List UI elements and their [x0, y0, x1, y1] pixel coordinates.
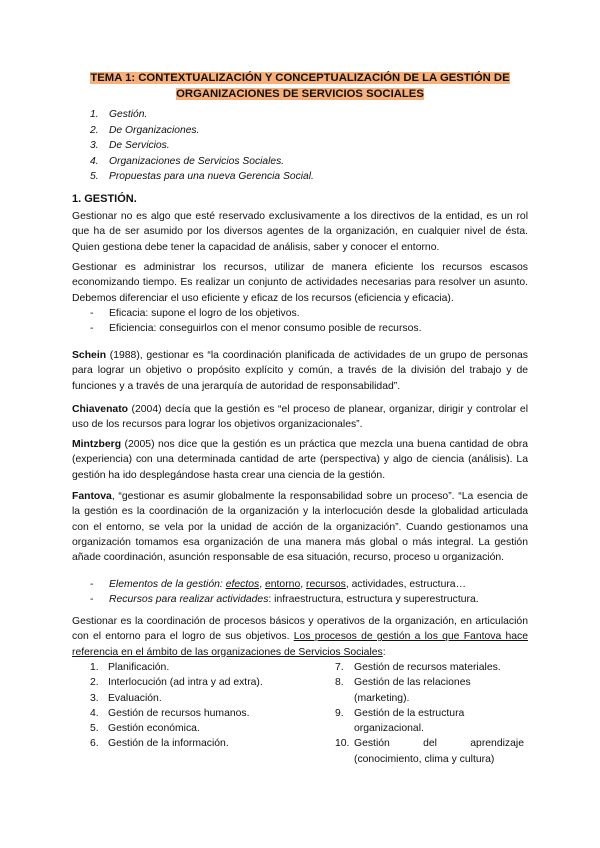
list-item: 10. Gestión del aprendizaje (conocimiento, clima y cultura) — [335, 738, 524, 765]
list-item: 2. Interlocución (ad intra y ad extra). — [90, 677, 263, 689]
paragraph-schein: Schein (1988), gestionar es “la coordinación planificada de actividades de un grupo de personas para lograr un objetivo o propósito explícito y común, a través de la división del trabajo y de funciones y a través de una jerarquía de autoridad de responsabilidad”. — [72, 350, 528, 392]
paragraph-chiavenato: Chiavenato (2004) decía que la gestión es “el proceso de planear, organizar, dirigir y controlar el uso de los recursos para lograr los objetivos organizacionales”. — [72, 404, 528, 431]
list-item: 6. Gestión de la información. — [90, 738, 229, 750]
page-title: TEMA 1: CONTEXTUALIZACIÓN Y CONCEPTUALIZACIÓN DE LA GESTIÓN DE ORGANIZACIONES DE SERVICIOS SOCIALES — [90, 72, 510, 100]
section-heading: 1. GESTIÓN. — [72, 193, 137, 205]
paragraph-fantova: Fantova, “gestionar es asumir globalmente la responsabilidad sobre un proceso”. “La esencia de la gestión es la coordinación de la organización y la interlocución desde la globalidad articulada con el entorno, se vela por la unidad de acción de la organización”. Cuando gestionamos una organización tomamos esa organización de una manera más global o más integral. La gestión añade coordinación, asunción responsable de esa situación, recurso, proceso u organización. — [72, 491, 528, 564]
toc-item: 4. Organizaciones de Servicios Sociales. — [90, 155, 285, 167]
list-item: 9. Gestión de la estructura organizacional. — [335, 707, 465, 735]
author-name: Fantova — [72, 491, 112, 502]
toc-item: 2. De Organizaciones. — [90, 124, 200, 136]
list-item: 8. Gestión de las relaciones (marketing). — [335, 677, 471, 704]
paragraph-mintzberg: Mintzberg (2005) nos dice que la gestión es un práctica que mezcla una buena cantidad de obra (experiencia) con una determinada cantidad de arte (perspectiva) y algo de ciencia (análisis). La gestión ha ido desplegándose hasta crear una ciencia de la gestión. — [72, 439, 528, 481]
list-item: - Elementos de la gestión: efectos, entorno, recursos, actividades, estructura… — [90, 577, 479, 592]
author-name: Schein — [72, 350, 107, 361]
fantova-list — [90, 577, 479, 608]
list-item: 3. Evaluación. — [90, 692, 162, 704]
paragraph-procesos: Gestionar es la coordinación de procesos básicos y operativos de la organización, en articulación con el entorno para el logro de sus objetivos. Los procesos de gestión a los que Fantova hace referencia en el ámbito de las organizaciones de Servicios Sociales: — [72, 616, 528, 658]
process-list-col2 — [335, 660, 524, 767]
list-item: - Recursos para realizar actividades: infraestructura, estructura y superestructura. — [90, 592, 479, 607]
paragraph-gestion-intro: Gestionar no es algo que esté reservado exclusivamente a los directivos de la entidad, es un rol que ha de ser asumido por los diversos agentes de la organización, en cualquier nivel de ésta. Quien gestiona debe tener la capacidad de análisis, saber y conocer el entorno. — [72, 211, 528, 253]
list-item: - Eficacia: supone el logro de los objetivos. — [90, 306, 421, 321]
efficiency-list — [90, 306, 421, 337]
author-name: Mintzberg — [72, 439, 122, 450]
toc-item: 5. Propuestas para una nueva Gerencia Social. — [90, 171, 314, 183]
paragraph-administrar: Gestionar es administrar los recursos, utilizar de manera eficiente los recursos escasos economizando tiempo. Es realizar un conjunto de actividades necesarias para resolver un asunto. Debemos diferenciar el uso eficiente y eficaz de los recursos (eficiencia y eficacia). — [72, 262, 528, 304]
author-name: Chiavenato — [72, 404, 129, 415]
list-item: 1. Planificación. — [90, 662, 170, 673]
list-item: 7. Gestión de recursos materiales. — [335, 662, 501, 673]
list-item: 4. Gestión de recursos humanos. — [90, 707, 250, 719]
table-of-contents — [90, 107, 314, 185]
toc-item: 3. De Servicios. — [90, 140, 170, 152]
list-item: 5. Gestión económica. — [90, 723, 200, 735]
list-item: - Eficiencia: conseguirlos con el menor consumo posible de recursos. — [90, 321, 421, 336]
process-list-col1 — [90, 660, 310, 752]
toc-item: 1. Gestión. — [90, 109, 148, 120]
